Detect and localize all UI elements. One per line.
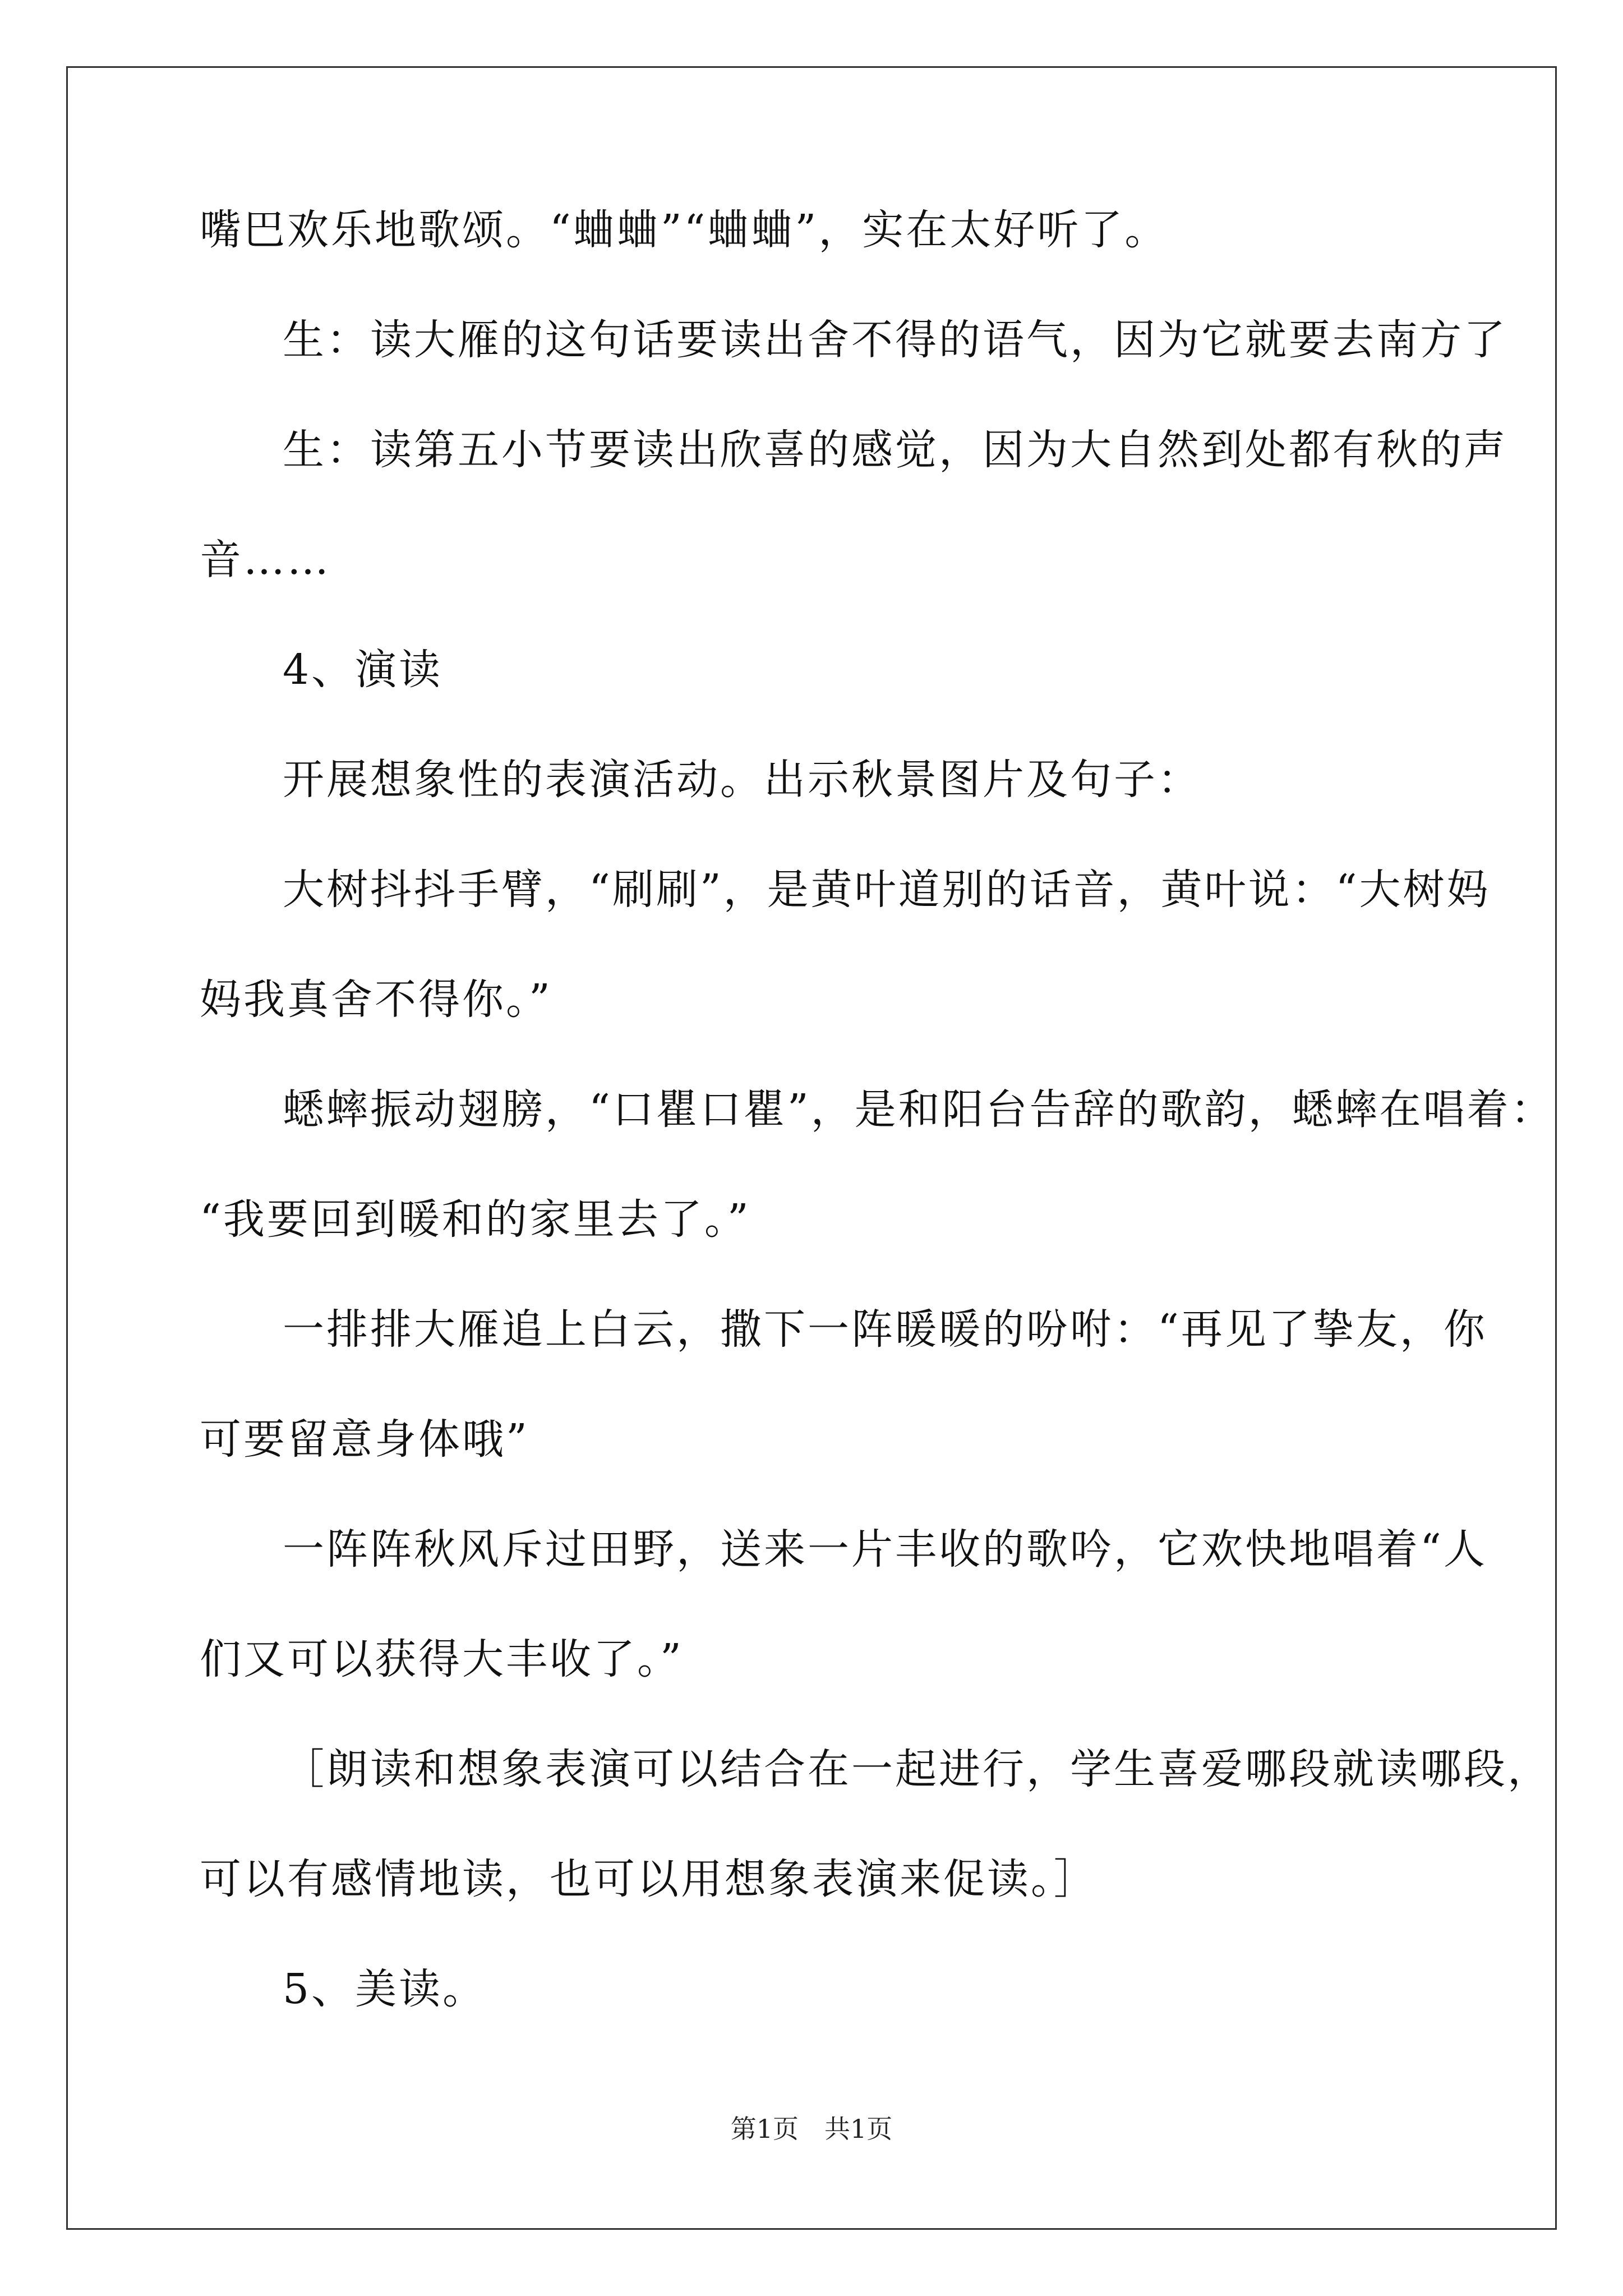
text-line: 音…… [200,536,331,584]
text-line: 生：读大雁的这句话要读出舍不得的语气，因为它就要去南方了 [283,316,1507,364]
page-number: 第1页 共1页 [730,2114,893,2144]
text-line: 可以有感情地读，也可以用想象表演来促读。］ [200,1855,1098,1903]
text-line: “我要回到暖和的家里去了。” [200,1195,751,1244]
section-heading: 4、演读 [283,646,443,694]
text-line: 一阵阵秋风斥过田野，送来一片丰收的歌吟，它欢快地唱着“人 [283,1525,1487,1573]
text-line: 妈我真舍不得你。” [200,976,552,1024]
text-line: 开展想象性的表演活动。出示秋景图片及句子： [283,756,1201,804]
text-line: 嘴巴欢乐地歌颂。“蛐蛐”“蛐蛐”，实在太好听了。 [200,206,1169,254]
text-line: 可要留意身体哦” [200,1415,529,1464]
text-line: 蟋蟀振动翅膀，“口瞿口瞿”，是和阳台告辞的歌韵，蟋蟀在唱着： [283,1085,1555,1134]
text-line: 大树抖抖手臂，“刷刷”，是黄叶道别的话音，黄叶说：“大树妈 [283,866,1491,914]
text-line: 生：读第五小节要读出欣喜的感觉，因为大自然到处都有秋的声 [283,426,1507,474]
section-heading: 5、美读。 [283,1965,487,2013]
text-line: 们又可以获得大丰收了。” [200,1635,684,1683]
text-line: ［朗读和想象表演可以结合在一起进行，学生喜爱哪段就读哪段， [283,1745,1551,1793]
text-line: 一排排大雁追上白云，撒下一阵暖暖的吩咐：“再见了挚友，你 [283,1305,1487,1354]
